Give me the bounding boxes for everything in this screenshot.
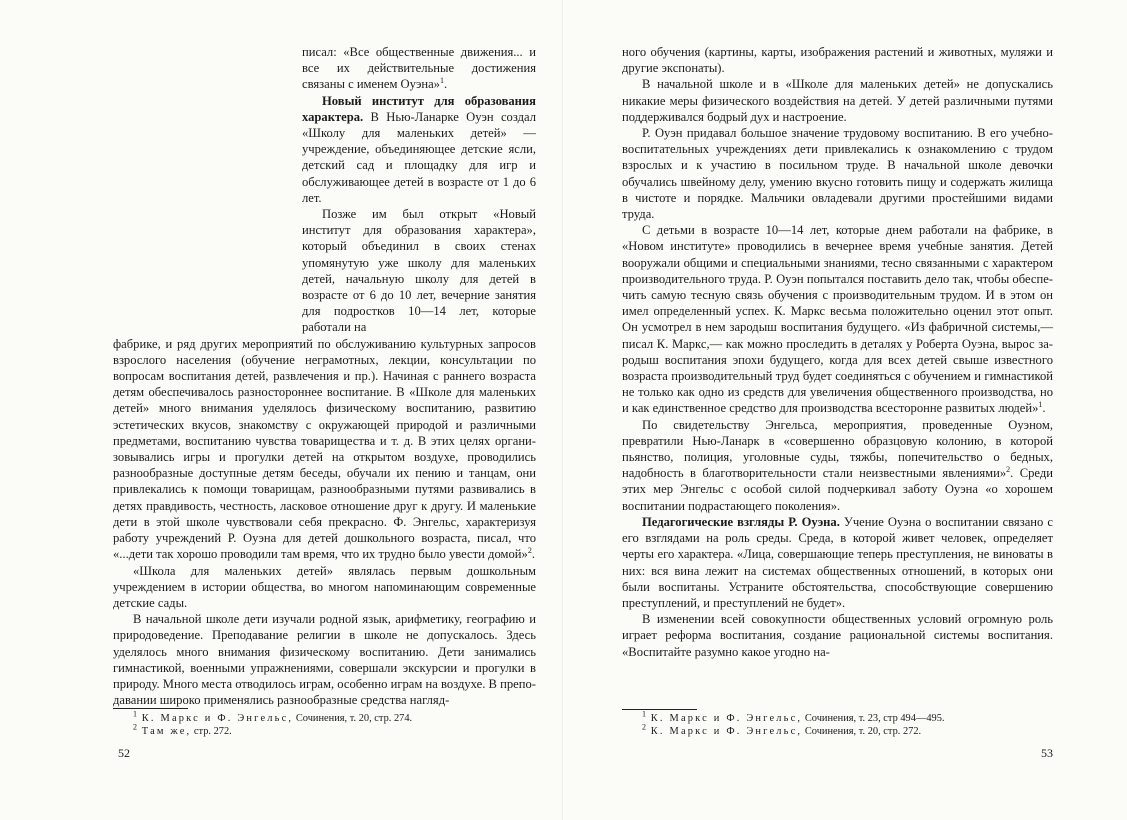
- paragraph: [622, 125, 1053, 222]
- footnote-ref: 2: [527, 546, 532, 556]
- footnote-author: К. Маркс и Ф. Энгельс,: [137, 713, 294, 724]
- section-heading-paragraph: [302, 93, 536, 206]
- paragraph: [622, 222, 1053, 416]
- left-page: [0, 0, 563, 820]
- paragraph-text: ного обучения (картины, карты, изображения растений и животных, муляжи и другие экспонаты).: [622, 45, 1053, 76]
- paragraph: [622, 76, 1053, 125]
- narrow-column-beside-image: [302, 44, 536, 336]
- footnote-mark: 1: [642, 709, 646, 719]
- paragraph-text: В начальной школе дети изучали родной язык, арифметику, географию и природоведение. Преподавание религии в школе не допускалось. Здесь уделялось много внимания физическому воспитанию. Дети занимались гимнастикой, военными упражнениями, совершали экскурсии и прогулки в природу. Много места отводилось играм, особенно играм на воздухе. В преподавании широко применялись разнообразные средства нагляд-: [113, 612, 536, 708]
- section-heading: Новый институт для образования характера.: [302, 93, 536, 124]
- paragraph-text: В Нью-Ланарке Оуэн создал «Школу для маленьких детей» — учреждение, объединяющее детские ясли, детский сад и площадку для игр и обслуживающее детей в возрасте от 1 до 6 лет.: [302, 109, 536, 205]
- paragraph-text: .: [443, 77, 448, 92]
- footnotes: [642, 709, 1042, 738]
- section-heading: Педагогические взгляды Р. Оуэна.: [642, 514, 840, 529]
- paragraph-text: «Школа для маленьких детей» являлась первым дошкольным учреждением в истории общества, во многом напоминающим современные детские сады.: [113, 563, 536, 610]
- paragraph-text: С детьми в возрасте 10—14 лет, которые днем работали на фабрике, в «Новом институте» проводились в вечернее время учебные занятия. Детей вооружали общими и специальными знаниями, тесно связанными с характером производительного труда. Р. Оуэн попытался поставить дело так, чтобы обеспечить самую тесную связь обучения с производительным трудом. И в этом он имел определенный успех. К. Маркс весьма положительно оценил этот опыт. Он усмотрел в нем зародыш воспитания будущего. «Из фабричной системы,— писал К. Маркс,— как можно проследить в деталях у Роберта Оуэна, вырос зародыш воспитания эпохи будущего, когда для всех детей свыше известного возраста производительный труд будет соединяться с обучением и гимнастикой не только как одно из средств для увеличения общественного производства, но и как единственное средство для производства всесторонне развитых людей»: [622, 223, 1053, 416]
- footnote-source: Сочинения, т. 20, стр. 274.: [293, 713, 413, 724]
- footnote-ref: 2: [1006, 465, 1011, 475]
- right-page: [563, 0, 1127, 820]
- paragraph: [113, 336, 536, 563]
- footnote: [133, 722, 533, 738]
- paragraph: [302, 44, 536, 93]
- paragraph-text: По свидетельству Энгельса, мероприятия, проведенные Оуэном, превратили Нью-Ланарк в «совершенно образцовую колонию, в которой пьянство, полиция, уголовные суды, тяжбы, попечительство о бедных, надобность в благотворительности стали неизвестными явлениями»: [622, 417, 1053, 481]
- footnote-author: К. Маркс и Ф. Энгельс,: [646, 713, 803, 724]
- paragraph: [302, 206, 536, 336]
- footnote: [642, 709, 1042, 725]
- paragraph-text: .: [1042, 401, 1046, 416]
- footnote-rule: [622, 709, 697, 710]
- footnote-rule: [113, 708, 188, 709]
- paragraph-text: фабрике, и ряд других мероприятий по обслуживанию культурных запросов взрослого населения (обучение неграмотных, лекции, консультации по вопросам воспитания детей, развлечения и пр.). Начиная с раннего возраста детям обеспечивалось разностороннее воспитание. В «Школе для маленьких детей» много внимания уделялось физическому воспитанию, развитию эстетических вкусов, знакомству с окружающей природой и различными предметами, воспитанию чувства товарищества и т. д. В этих целях организовывались игры и прогулки детей на открытом воздухе, проводились разнообразные доступные детям беседы, обучали их пению и танцам, они привлекались к помощи товарищам, разнообразными путями развивались в детях правдивость, честность, ласковое отношение друг к другу. И маленькие дети в этой школе чувствовали себя прекрасно. Ф. Энгельс, характеризуя работу учреждений Р. Оуэна для детей дошкольного возраста, писал, что «...дети так хорошо проводили там время, что их трудно было увести домой»: [113, 336, 536, 562]
- footnote-mark: 1: [133, 709, 137, 719]
- footnote: [133, 709, 533, 725]
- footnote-author: К. Маркс и Ф. Энгельс,: [646, 726, 803, 737]
- footnote-mark: 2: [133, 722, 137, 732]
- section-heading-paragraph: [622, 514, 1053, 611]
- footnote-source: Сочинения, т. 20, стр. 272.: [802, 726, 922, 737]
- paragraph: [113, 563, 536, 612]
- right-text-column: [622, 44, 1053, 660]
- paragraph-text: Позже им был открыт «Новый институт для образования характера», который объединил в своих стенах упомянутую уже школу для маленьких детей, начальную школу для детей в возрасте от 6 до 10 лет, вечерние занятия для подростков 10—14 лет, которые работали на: [302, 207, 536, 335]
- footnotes: [133, 709, 533, 738]
- paragraph: [622, 417, 1053, 514]
- left-text-column: [113, 44, 536, 708]
- footnote: [642, 722, 1042, 738]
- paragraph-text: Р. Оуэн придавал большое значение трудовому воспитанию. В его учебно-воспитательных учреждениях дети привлекались к ознакомлению с трудом взрослых и к участию в посильном труде. В начальной школе девочки обучались швейному делу, умению вкусно готовить пищу и содержать жилища в чистоте и порядке. Мальчики овладевали другими простейшими видами труда.: [622, 126, 1053, 222]
- footnote-ref: 1: [439, 76, 444, 86]
- footnote-mark: 2: [642, 722, 646, 732]
- paragraph: [622, 611, 1053, 660]
- paragraph-text: .: [531, 547, 535, 562]
- paragraph: [113, 611, 536, 708]
- footnote-source: стр. 272.: [191, 726, 232, 737]
- paragraph-text: В изменении всей совокупности общественных условий огромную роль играет реформа воспитания, создание рациональной системы воспитания. «Воспитайте разумно какое угодно на-: [622, 612, 1053, 659]
- paragraph-text: Учение Оуэна о воспитании связано с его взглядами на роль среды. Среда, в которой живет человек, определяет черты его характера. «Лица, совершающие теперь преступления, не виноваты в них: вся вина лежит на системах общественных отношений, в которых они были воспитаны. Устраните обстоятельства, способствующие совершению преступлений, и преступлений не будет».: [622, 514, 1053, 610]
- footnote-author: Там же,: [137, 726, 192, 737]
- footnote-ref: 1: [1038, 400, 1043, 410]
- page-number: 53: [1041, 746, 1053, 760]
- paragraph: [622, 44, 1053, 76]
- page-number: 52: [118, 746, 130, 760]
- paragraph-text: В начальной школе и в «Школе для маленьких детей» не допускались никакие меры физического воздействия на детей. У детей различными путями поддерживался бодрый дух и настроение.: [622, 77, 1053, 124]
- paragraph-text: писал: «Все общественные движения... и все их действительные достижения связаны с именем Оуэна»: [302, 45, 536, 92]
- footnote-source: Сочинения, т. 23, стр 494—495.: [802, 713, 945, 724]
- paragraph-text: . Среди этих мер Энгельс с особой силой подчеркивал заботу Оуэна «о хорошем воспитании подрастающего поколения».: [622, 466, 1053, 513]
